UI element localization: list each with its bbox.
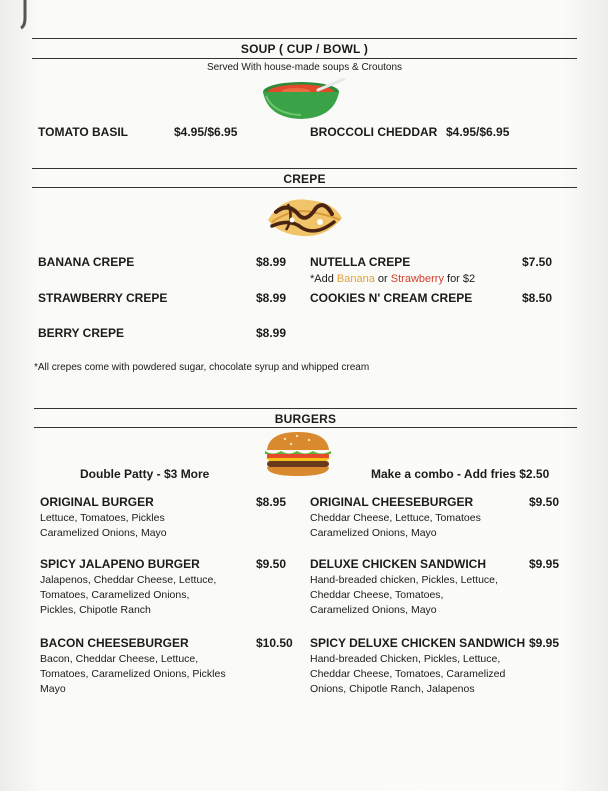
soup-item-name: BROCCOLI CHEDDAR — [310, 125, 438, 139]
burger-item-desc — [40, 573, 216, 618]
desc-line: Onions, Chipotle Ranch, Jalapenos — [310, 683, 475, 695]
burgers-rule-top — [34, 408, 577, 409]
desc-line: Hand-breaded chicken, Pickles, Lettuce, — [310, 574, 498, 586]
burger-item-desc — [40, 511, 167, 541]
desc-line: Cheddar Cheese, Tomatoes, Caramelized — [310, 668, 506, 680]
desc-line: Pickles, Chipotle Ranch — [40, 604, 151, 616]
crepe-item-price: $8.99 — [256, 291, 287, 305]
crepe-item-price: $7.50 — [522, 255, 553, 269]
desc-line: Tomatoes, Caramelized Onions, — [40, 589, 190, 601]
burgers-title: BURGERS — [274, 412, 337, 426]
crepe-item-name: BERRY CREPE — [38, 326, 125, 340]
desc-line: Cheddar Cheese, Tomatoes, — [310, 589, 444, 601]
soup-item-price: $4.95/$6.95 — [174, 125, 238, 139]
crepe-item-name: STRAWBERRY CREPE — [38, 291, 168, 305]
crepe-rule-bottom — [32, 187, 577, 188]
addon-banana: Banana — [336, 273, 375, 285]
crepe-item-price: $8.99 — [256, 326, 287, 340]
addon-prefix: *Add — [310, 273, 337, 285]
crepe-rule-top — [32, 168, 577, 169]
binder-ring-icon — [18, 0, 32, 30]
burger-item-desc — [310, 652, 505, 697]
soup-item-price: $4.95/$6.95 — [446, 125, 510, 139]
desc-line: Caramelized Onions, Mayo — [310, 527, 437, 539]
crepe-item-name: BANANA CREPE — [38, 255, 135, 269]
soup-item-name: TOMATO BASIL — [38, 125, 128, 139]
desc-line: Jalapenos, Cheddar Cheese, Lettuce, — [40, 574, 217, 586]
burger-item-desc — [310, 573, 498, 618]
burger-icon — [259, 430, 337, 478]
burger-item-name: ORIGINAL BURGER — [40, 495, 154, 509]
addon-or: or — [374, 273, 391, 285]
combo-note: Make a combo - Add fries $2.50 — [371, 467, 550, 481]
burger-item-name: SPICY JALAPENO BURGER — [40, 557, 200, 571]
burger-item-name: SPICY DELUXE CHICKEN SANDWICH — [310, 636, 526, 650]
crepe-addon-note — [310, 273, 475, 285]
addon-suffix: for $2 — [443, 273, 476, 285]
burger-item-name: DELUXE CHICKEN SANDWICH — [310, 557, 487, 571]
desc-line: Bacon, Cheddar Cheese, Lettuce, — [40, 653, 199, 665]
desc-line: Hand-breaded Chicken, Pickles, Lettuce, — [310, 653, 501, 665]
burger-item-price: $9.95 — [529, 557, 560, 571]
crepe-item-name: COOKIES N' CREAM CREPE — [310, 291, 473, 305]
burger-item-desc — [40, 652, 226, 697]
desc-line: Caramelized Onions, Mayo — [310, 604, 437, 616]
soup-rule-top — [32, 38, 577, 39]
soup-rule-bottom — [32, 58, 577, 59]
burger-item-price: $10.50 — [256, 636, 293, 650]
desc-line: Tomatoes, Caramelized Onions, Pickles — [40, 668, 226, 680]
burger-item-price: $9.50 — [256, 557, 287, 571]
soup-bowl-icon — [258, 78, 348, 122]
addon-strawberry: Strawberry — [390, 273, 444, 285]
desc-line: Cheddar Cheese, Lettuce, Tomatoes — [310, 512, 481, 524]
burger-item-price: $9.50 — [529, 495, 560, 509]
burgers-rule-bottom — [34, 427, 577, 428]
double-patty-note: Double Patty - $3 More — [80, 467, 210, 481]
crepe-footnote: *All crepes come with powdered sugar, chocolate syrup and whipped cream — [34, 362, 370, 373]
soup-title: SOUP ( CUP / BOWL ) — [240, 42, 369, 56]
burger-item-price: $8.95 — [256, 495, 287, 509]
burger-item-name: BACON CHEESEBURGER — [40, 636, 189, 650]
burger-item-desc — [310, 511, 481, 541]
soup-subtitle: Served With house-made soups & Croutons — [206, 62, 403, 73]
crepe-item-price: $8.99 — [256, 255, 287, 269]
desc-line: Caramelized Onions, Mayo — [40, 527, 167, 539]
burger-item-price: $9.95 — [529, 636, 560, 650]
desc-line: Lettuce, Tomatoes, Pickles — [40, 512, 165, 524]
crepe-icon — [262, 192, 348, 242]
crepe-item-price: $8.50 — [522, 291, 553, 305]
burger-item-name: ORIGINAL CHEESEBURGER — [310, 495, 474, 509]
crepe-item-name: NUTELLA CREPE — [310, 255, 411, 269]
desc-line: Mayo — [40, 683, 66, 695]
crepe-title: CREPE — [283, 172, 326, 186]
